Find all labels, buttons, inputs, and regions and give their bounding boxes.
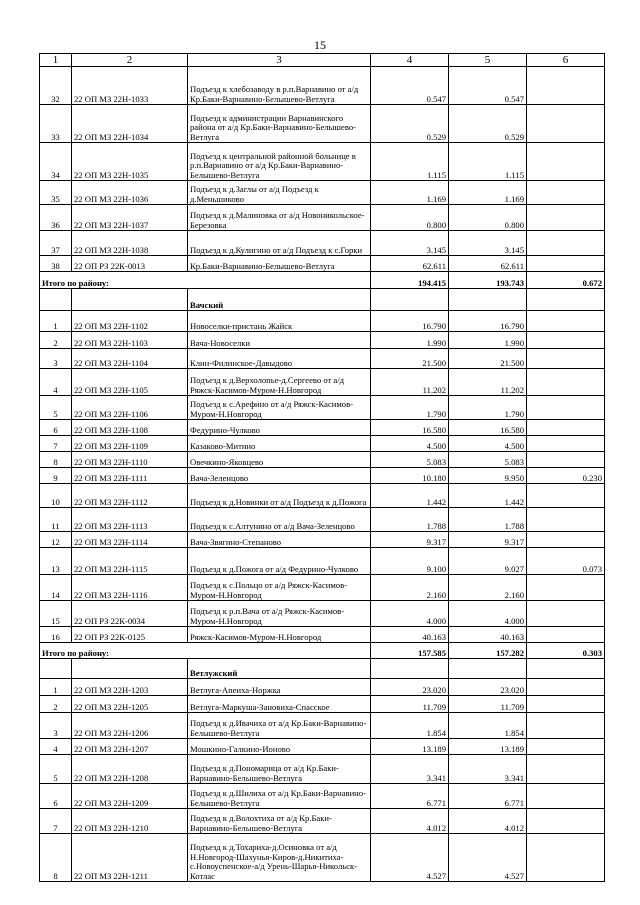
- length-col-6: [527, 205, 605, 231]
- row-number: 5: [40, 396, 72, 420]
- length-total: 9.100: [371, 548, 449, 575]
- road-name: Подъезд к д.Пожога от а/д Федурино-Чулково: [188, 548, 371, 575]
- table-row: [40, 256, 605, 272]
- row-number: 1: [40, 311, 72, 332]
- row-number: 35: [40, 181, 72, 205]
- road-name: Вача-Новоселки: [188, 332, 371, 349]
- road-name: Подъезд к д.Пономарица от а/д Кр.Баки-Варнавино-Белышево-Ветлуга: [188, 755, 371, 784]
- length-total: 1.854: [371, 713, 449, 739]
- row-number: 10: [40, 484, 72, 508]
- road-code: 22 ОП МЗ 22Н-1205: [72, 696, 188, 713]
- table-row: [40, 548, 605, 575]
- total-label: Итого по району:: [40, 272, 371, 289]
- length-col-6: [527, 679, 605, 696]
- empty-cell: [449, 659, 527, 679]
- length-col-5: 1.788: [449, 508, 527, 532]
- road-code: 22 ОП МЗ 22Н-1037: [72, 205, 188, 231]
- length-col-5: 1.115: [449, 143, 527, 181]
- empty-cell: [72, 659, 188, 679]
- table-header-row: [40, 54, 605, 67]
- length-col-6: [527, 627, 605, 643]
- length-col-5: 4.000: [449, 601, 527, 627]
- length-col-5: 0.800: [449, 205, 527, 231]
- length-col-5: 2.160: [449, 575, 527, 601]
- length-col-5: 9.027: [449, 548, 527, 575]
- length-col-6: [527, 105, 605, 143]
- row-number: 3: [40, 713, 72, 739]
- length-col-5: 5.083: [449, 452, 527, 468]
- total-label: Итого по району:: [40, 643, 371, 659]
- length-col-5: 0.547: [449, 67, 527, 105]
- table-row: [40, 420, 605, 436]
- length-col-6: 0.230: [527, 468, 605, 484]
- length-col-6: [527, 755, 605, 784]
- row-number: 9: [40, 468, 72, 484]
- header-col-6: 6: [527, 54, 605, 67]
- length-total: 11.709: [371, 696, 449, 713]
- road-name: Ветлуга-Апеиха-Норжка: [188, 679, 371, 696]
- length-total: 3.341: [371, 755, 449, 784]
- length-col-6: [527, 484, 605, 508]
- table-row: [40, 205, 605, 231]
- row-number: 3: [40, 349, 72, 369]
- table-row: [40, 484, 605, 508]
- road-code: 22 ОП МЗ 22Н-1104: [72, 349, 188, 369]
- table-row: [40, 67, 605, 105]
- row-number: 2: [40, 696, 72, 713]
- road-code: 22 ОП РЗ 22К-0034: [72, 601, 188, 627]
- road-name: Подъезд к администрации Варнавинского района от а/д Кр.Баки-Варнавино-Белышево-Ветлуга: [188, 105, 371, 143]
- row-number: 4: [40, 369, 72, 396]
- road-code: 22 ОП МЗ 22Н-1115: [72, 548, 188, 575]
- row-number: 7: [40, 436, 72, 452]
- table-row: [40, 784, 605, 809]
- length-total: 5.083: [371, 452, 449, 468]
- row-number: 36: [40, 205, 72, 231]
- length-col-6: [527, 834, 605, 882]
- empty-cell: [527, 289, 605, 311]
- length-total: 4.012: [371, 809, 449, 834]
- page-number: 15: [314, 38, 326, 52]
- table-row: [40, 713, 605, 739]
- row-number: 7: [40, 809, 72, 834]
- length-col-5: 3.341: [449, 755, 527, 784]
- length-col-5: 40.163: [449, 627, 527, 643]
- road-name: Подъезд к с.Польцо от а/д Ряжск-Касимов-Муром-Н.Новгород: [188, 575, 371, 601]
- length-col-5: 16.580: [449, 420, 527, 436]
- table-row: [40, 532, 605, 548]
- total-col-4: 194.415: [371, 272, 449, 289]
- length-col-6: [527, 436, 605, 452]
- length-col-5: 4.500: [449, 436, 527, 452]
- row-number: 16: [40, 627, 72, 643]
- table-row: [40, 349, 605, 369]
- road-code: 22 ОП МЗ 22Н-1109: [72, 436, 188, 452]
- length-col-5: 4.527: [449, 834, 527, 882]
- road-name: Подъезд к д.Ивачиха от а/д Кр.Баки-Варнавино-Белышево-Ветлуга: [188, 713, 371, 739]
- road-code: 22 ОП МЗ 22Н-1105: [72, 369, 188, 396]
- table-row: [40, 396, 605, 420]
- road-code: 22 ОП МЗ 22Н-1112: [72, 484, 188, 508]
- row-number: 2: [40, 332, 72, 349]
- header-col-3: 3: [188, 54, 371, 67]
- length-col-6: [527, 256, 605, 272]
- empty-cell: [527, 659, 605, 679]
- road-name: Вача-Звягино-Степаново: [188, 532, 371, 548]
- length-total: 0.529: [371, 105, 449, 143]
- road-code: 22 ОП МЗ 22Н-1114: [72, 532, 188, 548]
- row-number: 11: [40, 508, 72, 532]
- length-total: 4.527: [371, 834, 449, 882]
- length-col-6: [527, 601, 605, 627]
- length-col-6: [527, 809, 605, 834]
- road-name: Вача-Зеленцово: [188, 468, 371, 484]
- length-total: 11.202: [371, 369, 449, 396]
- length-col-6: [527, 143, 605, 181]
- length-col-5: 13.189: [449, 739, 527, 755]
- road-code: 22 ОП РЗ 22К-0013: [72, 256, 188, 272]
- length-col-5: 1.790: [449, 396, 527, 420]
- road-code: 22 ОП МЗ 22Н-1036: [72, 181, 188, 205]
- empty-cell: [371, 659, 449, 679]
- road-code: 22 ОП МЗ 22Н-1209: [72, 784, 188, 809]
- roads-table: [39, 53, 605, 882]
- length-col-5: 6.771: [449, 784, 527, 809]
- row-number: 34: [40, 143, 72, 181]
- road-code: 22 ОП МЗ 22Н-1207: [72, 739, 188, 755]
- road-name: Подъезд к д.Заглы от а/д Подъезд к д.Меньшиково: [188, 181, 371, 205]
- length-col-6: [527, 311, 605, 332]
- length-col-6: [527, 369, 605, 396]
- length-col-6: [527, 575, 605, 601]
- road-name: Подъезд к д.Тохариха-д.Осиновка от а/д Н.Новгород-Шахунья-Киров-д.Никитиха-с.Новоуспенское-а/д Урень-Шарья-Никольск-Котлас: [188, 834, 371, 882]
- road-code: 22 ОП МЗ 22Н-1033: [72, 67, 188, 105]
- length-col-6: [527, 332, 605, 349]
- header-col-4: 4: [371, 54, 449, 67]
- row-number: 5: [40, 755, 72, 784]
- table-row: [40, 311, 605, 332]
- length-total: 6.771: [371, 784, 449, 809]
- row-number: 14: [40, 575, 72, 601]
- road-name: Подъезд к с.Алтунино от а/д Вача-Зеленцово: [188, 508, 371, 532]
- length-col-5: 1.169: [449, 181, 527, 205]
- road-name: Ветлуга-Маркуша-Зановиха-Спасское: [188, 696, 371, 713]
- length-total: 1.990: [371, 332, 449, 349]
- table-row: [40, 332, 605, 349]
- length-col-6: [527, 452, 605, 468]
- length-total: 3.145: [371, 231, 449, 256]
- length-col-6: [527, 349, 605, 369]
- road-name: Подъезд к д.Волохтиха от а/д Кр.Баки-Варнавино-Белышево-Ветлуга: [188, 809, 371, 834]
- road-code: 22 ОП МЗ 22Н-1116: [72, 575, 188, 601]
- length-col-5: 0.529: [449, 105, 527, 143]
- road-code: 22 ОП МЗ 22Н-1203: [72, 679, 188, 696]
- length-col-5: 23.020: [449, 679, 527, 696]
- length-total: 1.790: [371, 396, 449, 420]
- length-total: 0.547: [371, 67, 449, 105]
- length-total: 23.020: [371, 679, 449, 696]
- length-col-5: 1.854: [449, 713, 527, 739]
- road-name: Ряжск-Касимов-Муром-Н.Новгород: [188, 627, 371, 643]
- length-total: 1.442: [371, 484, 449, 508]
- length-total: 4.500: [371, 436, 449, 452]
- length-total: 62.611: [371, 256, 449, 272]
- length-col-6: [527, 713, 605, 739]
- length-total: 16.790: [371, 311, 449, 332]
- length-total: 0.800: [371, 205, 449, 231]
- road-code: 22 ОП МЗ 22Н-1210: [72, 809, 188, 834]
- road-name: Подъезд к д.Малиновка от а/д Новоникольское-Березовка: [188, 205, 371, 231]
- row-number: 1: [40, 679, 72, 696]
- row-number: 12: [40, 532, 72, 548]
- header-col-2: 2: [72, 54, 188, 67]
- length-total: 21.500: [371, 349, 449, 369]
- length-col-5: 9.950: [449, 468, 527, 484]
- road-name: Подъезд к р.п.Вача от а/д Ряжск-Касимов-Муром-Н.Новгород: [188, 601, 371, 627]
- total-col-5: 157.282: [449, 643, 527, 659]
- table-row: [40, 105, 605, 143]
- road-name: Казаково-Митино: [188, 436, 371, 452]
- road-name: Клин-Филинское-Давыдово: [188, 349, 371, 369]
- table-row: [40, 143, 605, 181]
- length-col-5: 21.500: [449, 349, 527, 369]
- district-name: Ветлужский: [188, 659, 371, 679]
- district-total-row: [40, 643, 605, 659]
- length-col-6: [527, 231, 605, 256]
- road-name: Овечкино-Яковцево: [188, 452, 371, 468]
- length-total: 9.317: [371, 532, 449, 548]
- header-col-1: 1: [40, 54, 72, 67]
- road-code: 22 ОП РЗ 22К-0125: [72, 627, 188, 643]
- length-col-5: 11.202: [449, 369, 527, 396]
- road-name: Новоселки-пристань Жайск: [188, 311, 371, 332]
- district-total-row: [40, 272, 605, 289]
- road-code: 22 ОП МЗ 22Н-1111: [72, 468, 188, 484]
- empty-cell: [371, 289, 449, 311]
- row-number: 15: [40, 601, 72, 627]
- road-code: 22 ОП МЗ 22Н-1108: [72, 420, 188, 436]
- table-row: [40, 679, 605, 696]
- road-code: 22 ОП МЗ 22Н-1113: [72, 508, 188, 532]
- empty-cell: [40, 659, 72, 679]
- table-row: [40, 231, 605, 256]
- length-col-5: 1.990: [449, 332, 527, 349]
- road-code: 22 ОП МЗ 22Н-1208: [72, 755, 188, 784]
- road-name: Кр.Баки-Варнавино-Белышево-Ветлуга: [188, 256, 371, 272]
- total-col-6: 0.672: [527, 272, 605, 289]
- length-total: 1.115: [371, 143, 449, 181]
- road-name: Федурино-Чулково: [188, 420, 371, 436]
- row-number: 32: [40, 67, 72, 105]
- length-col-5: 16.790: [449, 311, 527, 332]
- empty-cell: [40, 289, 72, 311]
- length-col-5: 11.709: [449, 696, 527, 713]
- table-row: [40, 834, 605, 882]
- road-name: Подъезд к с.Арефино от а/д Ряжск-Касимов-Муром-Н.Новгород: [188, 396, 371, 420]
- row-number: 13: [40, 548, 72, 575]
- table-row: [40, 452, 605, 468]
- length-col-6: [527, 739, 605, 755]
- district-header-row: [40, 289, 605, 311]
- length-col-5: 9.317: [449, 532, 527, 548]
- length-col-6: [527, 508, 605, 532]
- road-code: 22 ОП МЗ 22Н-1034: [72, 105, 188, 143]
- header-col-5: 5: [449, 54, 527, 67]
- length-col-6: [527, 396, 605, 420]
- length-col-5: 3.145: [449, 231, 527, 256]
- road-name: Подъезд к д.Верхолопье-д.Сергеево от а/д Ряжск-Касимов-Муром-Н.Новгород: [188, 369, 371, 396]
- length-total: 1.169: [371, 181, 449, 205]
- road-code: 22 ОП МЗ 22Н-1211: [72, 834, 188, 882]
- length-col-6: [527, 532, 605, 548]
- length-col-6: [527, 67, 605, 105]
- road-code: 22 ОП МЗ 22Н-1035: [72, 143, 188, 181]
- length-total: 13.189: [371, 739, 449, 755]
- row-number: 37: [40, 231, 72, 256]
- road-name: Подъезд к хлебозаводу в р.п.Варнавино от а/д Кр.Баки-Варнавино-Белышево-Ветлуга: [188, 67, 371, 105]
- table-row: [40, 809, 605, 834]
- total-col-6: 0.303: [527, 643, 605, 659]
- length-col-6: 0.073: [527, 548, 605, 575]
- row-number: 8: [40, 452, 72, 468]
- length-col-6: [527, 420, 605, 436]
- road-name: Подъезд к д.Шилиха от а/д Кр.Баки-Варнавино-Белышево-Ветлуга: [188, 784, 371, 809]
- table-row: [40, 436, 605, 452]
- empty-cell: [72, 289, 188, 311]
- length-total: 1.788: [371, 508, 449, 532]
- road-name: Мошкино-Галкино-Ионово: [188, 739, 371, 755]
- table-row: [40, 468, 605, 484]
- table-row: [40, 627, 605, 643]
- length-col-6: [527, 181, 605, 205]
- table-row: [40, 739, 605, 755]
- length-total: 2.160: [371, 575, 449, 601]
- length-total: 4.000: [371, 601, 449, 627]
- total-col-4: 157.585: [371, 643, 449, 659]
- length-col-5: 62.611: [449, 256, 527, 272]
- table-row: [40, 575, 605, 601]
- row-number: 33: [40, 105, 72, 143]
- road-code: 22 ОП МЗ 22Н-1038: [72, 231, 188, 256]
- table-row: [40, 755, 605, 784]
- table-row: [40, 601, 605, 627]
- table-row: [40, 696, 605, 713]
- row-number: 6: [40, 420, 72, 436]
- road-name: Подъезд к центральной районной больнице в р.п.Варнавино от а/д Кр.Баки-Варнавино-Белышево-Ветлуга: [188, 143, 371, 181]
- road-code: 22 ОП МЗ 22Н-1102: [72, 311, 188, 332]
- row-number: 8: [40, 834, 72, 882]
- length-total: 16.580: [371, 420, 449, 436]
- length-total: 10.180: [371, 468, 449, 484]
- empty-cell: [449, 289, 527, 311]
- length-total: 40.163: [371, 627, 449, 643]
- district-name: Вачский: [188, 289, 371, 311]
- row-number: 4: [40, 739, 72, 755]
- road-name: Подъезд к д.Кулигино от а/д Подъезд к с.Горки: [188, 231, 371, 256]
- length-col-6: [527, 784, 605, 809]
- total-col-5: 193.743: [449, 272, 527, 289]
- road-code: 22 ОП МЗ 22Н-1110: [72, 452, 188, 468]
- road-code: 22 ОП МЗ 22Н-1103: [72, 332, 188, 349]
- road-name: Подъезд к д.Новинки от а/д Подъезд к д.Пожога: [188, 484, 371, 508]
- length-col-5: 4.012: [449, 809, 527, 834]
- length-col-5: 1.442: [449, 484, 527, 508]
- district-header-row: [40, 659, 605, 679]
- table-row: [40, 181, 605, 205]
- row-number: 38: [40, 256, 72, 272]
- road-code: 22 ОП МЗ 22Н-1106: [72, 396, 188, 420]
- row-number: 6: [40, 784, 72, 809]
- table-row: [40, 508, 605, 532]
- length-col-6: [527, 696, 605, 713]
- table-row: [40, 369, 605, 396]
- road-code: 22 ОП МЗ 22Н-1206: [72, 713, 188, 739]
